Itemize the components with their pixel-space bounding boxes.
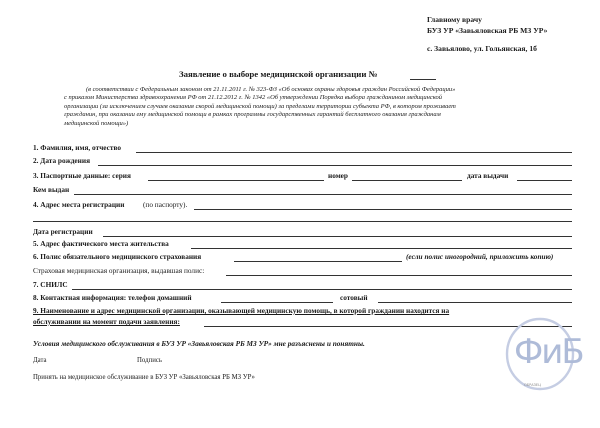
issued-by-line[interactable] (74, 194, 572, 195)
field-label-contact: 8. Контактная информация: телефон домашний (33, 293, 192, 302)
reg-date-line[interactable] (103, 236, 572, 237)
legal-preamble (64, 86, 456, 128)
field-label-mobile: сотовый (340, 293, 368, 302)
reg-address-line-2[interactable] (33, 221, 572, 222)
acceptance-note: Принять на медицинское обслуживание в БУЗ УР «Завьяловская РБ МЗ УР» (33, 374, 255, 381)
field-label-name: 1. Фамилия, имя, отчество (33, 143, 121, 152)
policy-number-line[interactable] (234, 261, 402, 262)
field-label-issued-by: Кем выдан (33, 185, 70, 194)
preamble-line: с приказом Министерства здравоохранения РФ от 21.12.2012 г. № 1342 «Об утверждении Порядка выбора гражданином медицинской (64, 94, 443, 102)
field-label-organization-cont: обслуживании на момент подачи заявления: (33, 317, 180, 326)
policy-note: (если полис иногородний, приложить копию) (406, 252, 554, 261)
field-label-passport: 3. Паспортные данные: серия (33, 171, 131, 180)
preamble-line: (в соответствии с Федеральным законом от 21.11.2011 г. № 323-ФЗ «Об основах охраны здоровья граждан Российской Федерации» (86, 86, 456, 93)
passport-date-line[interactable] (517, 180, 572, 181)
field-label-birth: 2. Дата рождения (33, 156, 91, 165)
reg-address-note: (по паспорту). (143, 200, 188, 209)
passport-series-line[interactable] (148, 180, 324, 181)
addressee-line1: Главному врачу (427, 15, 482, 24)
field-label-reg-date: Дата регистрации (33, 227, 93, 236)
preamble-line: медицинской помощи») (64, 119, 129, 127)
field-label-policy: 6. Полис обязательного медицинского страхования (33, 252, 202, 261)
field-label-reg-address: 4. Адрес места регистрации (33, 200, 125, 209)
field-label-insurer: Страховая медицинская организация, выдавшая полис: (33, 266, 205, 275)
snils-line[interactable] (72, 289, 572, 290)
field-label-snils: 7. СНИЛС (33, 280, 68, 289)
field-label-passport-date: дата выдачи (467, 171, 509, 180)
field-label-organization: 9. Наименование и адрес медицинской организации, оказывающей медицинскую помощь, в которой гражданин находится на (33, 306, 450, 315)
date-label: Дата (33, 357, 47, 364)
preamble-line: организации (за исключением случаев оказания скорой медицинской помощи) за пределами территории субъекта РФ, в котором проживает (64, 102, 456, 110)
home-phone-line[interactable] (221, 302, 333, 303)
birth-input-line[interactable] (98, 165, 572, 166)
field-label-passport-number: номер (328, 171, 348, 180)
addressee-line2: БУЗ УР «Завьяловская РБ МЗ УР» (427, 26, 548, 35)
reg-address-line[interactable] (194, 209, 572, 210)
passport-number-line[interactable] (352, 180, 462, 181)
watermark-stamp (504, 317, 583, 395)
conditions-statement: Условия медицинского обслуживания в БУЗ УР «Завьяловская РБ МЗ УР» мне разъяснены и понятны. (33, 339, 365, 348)
field-label-actual-address: 5. Адрес фактического места жительства (33, 239, 169, 248)
stamp-caption: ОБРАЗЕЦ (524, 383, 541, 387)
mobile-phone-line[interactable] (378, 302, 572, 303)
form-number-line[interactable] (410, 79, 436, 80)
signature-label: Подпись (137, 357, 162, 364)
insurer-line[interactable] (226, 275, 572, 276)
preamble-line: гражданин, при оказании ему медицинской помощи в рамках программы государственных гарантий бесплатного оказания гражданам (64, 111, 441, 119)
name-input-line[interactable] (136, 152, 572, 153)
stamp-letters: ФиБ (514, 332, 583, 372)
addressee-address: с. Завьялово, ул. Гольянская, 1б (427, 44, 537, 53)
form-title: Заявление о выборе медицинской организации № (179, 69, 378, 79)
actual-address-line[interactable] (191, 248, 572, 249)
